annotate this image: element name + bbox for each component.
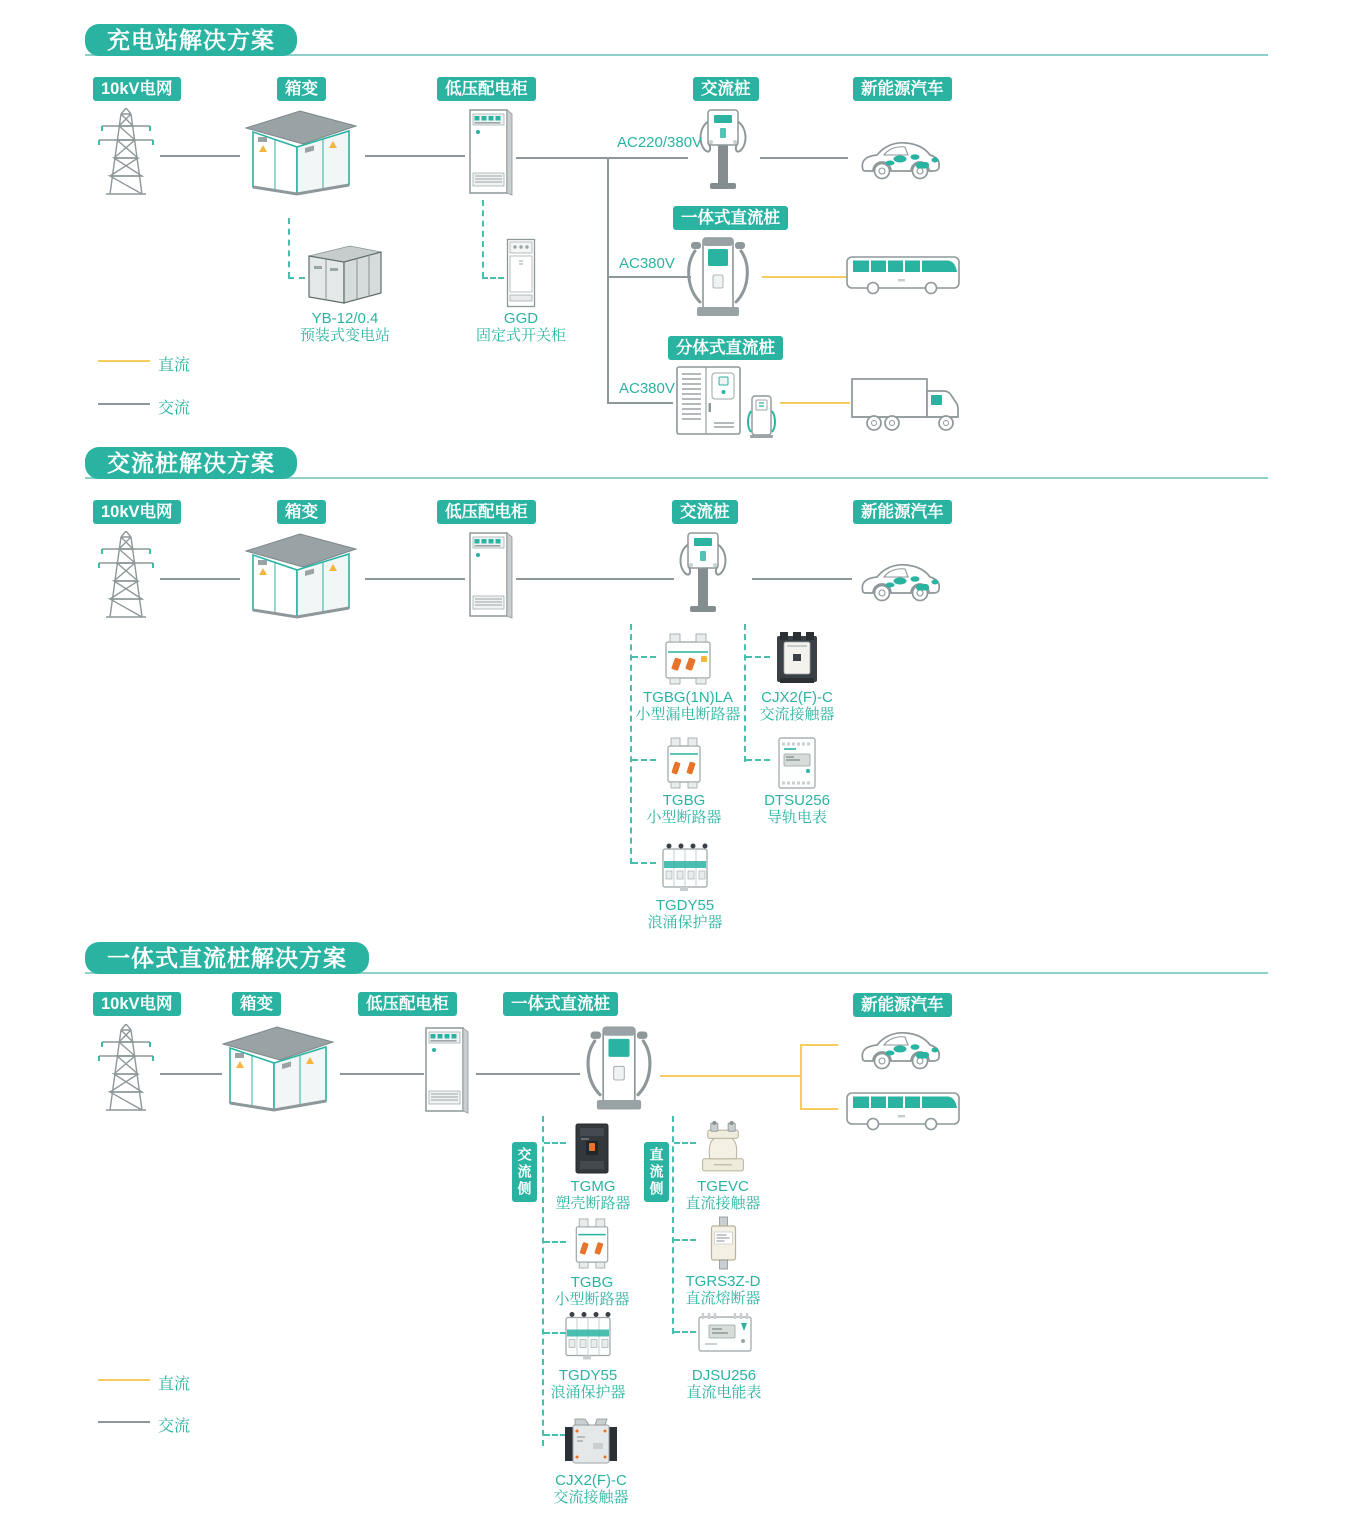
product-model: CJX2(F)-C xyxy=(555,1472,627,1489)
product-name: 固定式开关柜 xyxy=(475,327,567,344)
box-transformer-icon xyxy=(245,104,357,198)
product-label xyxy=(686,1367,761,1401)
s1-junction-vertical xyxy=(607,157,609,404)
s2-dash-rail-left xyxy=(630,624,632,864)
s2-ev-tag: 新能源汽车 xyxy=(853,500,952,524)
s3-dash-stub xyxy=(674,1331,696,1333)
product-name: 小型断路器 xyxy=(646,809,722,826)
product-label xyxy=(646,792,721,826)
s1-lv-cabinet-tag: 低压配电柜 xyxy=(437,77,536,101)
transmission-tower-icon xyxy=(98,531,154,619)
product-name: 交流接触器 xyxy=(759,706,835,723)
lv-cabinet-icon xyxy=(424,1025,470,1114)
section2-header: 交流桩解决方案 xyxy=(85,447,297,479)
s2-lv-cabinet-tag: 低压配电柜 xyxy=(437,500,536,524)
product-model: CJX2(F)-C xyxy=(761,689,833,706)
s1-ev-tag: 新能源汽车 xyxy=(853,77,952,101)
legend-dc-line-2 xyxy=(98,1379,150,1381)
legend-ac-line-1 xyxy=(98,403,150,405)
product-label xyxy=(550,1367,625,1401)
product-label xyxy=(764,792,830,826)
mini-breaker-photo xyxy=(664,736,704,790)
product-model: TGEVC xyxy=(697,1178,749,1195)
s2-dash-stub xyxy=(746,759,770,761)
s3-line-transformer-cabinet xyxy=(340,1073,424,1075)
mini-breaker-photo xyxy=(572,1217,612,1270)
product-name: 浪涌保护器 xyxy=(550,1384,626,1401)
ggd-product-label xyxy=(476,310,566,344)
lv-cabinet-icon xyxy=(468,530,514,619)
s1-voltage-ac220-380: AC220/380V xyxy=(617,134,703,151)
s3-dash-stub xyxy=(544,1142,566,1144)
s1-voltage-ac380-1: AC380V xyxy=(619,255,675,272)
box-transformer-icon xyxy=(245,527,357,621)
legend-ac-line-2 xyxy=(98,1421,150,1423)
ggd-switchgear-icon xyxy=(506,238,536,308)
dc-integrated-pile-icon xyxy=(681,237,755,320)
s1-ac-pile-tag: 交流桩 xyxy=(693,77,759,101)
product-name: 直流接触器 xyxy=(685,1195,761,1212)
ac-charging-pile-icon xyxy=(677,532,729,614)
product-model: GGD xyxy=(503,310,539,327)
mccb-breaker-photo xyxy=(572,1121,612,1176)
product-model: TGRS3Z-D xyxy=(685,1273,761,1290)
electric-bus-icon xyxy=(846,256,960,295)
split-dc-cabinet-icon xyxy=(676,366,741,437)
s3-dash-stub xyxy=(544,1241,566,1243)
s3-grid-tag: 10kV电网 xyxy=(93,992,181,1016)
product-name: 小型漏电断路器 xyxy=(635,706,741,723)
s1-line-acpile-car xyxy=(760,157,848,159)
transmission-tower-icon xyxy=(98,108,154,196)
s2-dash-stub xyxy=(632,862,656,864)
s2-dash-stub xyxy=(632,759,656,761)
s2-transformer-tag: 箱变 xyxy=(277,500,326,524)
box-transformer-icon xyxy=(222,1020,334,1114)
product-label xyxy=(553,1472,628,1506)
surge-protector-photo xyxy=(563,1309,613,1362)
surge-protector-photo xyxy=(660,841,710,893)
s2-dash-rail-right xyxy=(744,624,746,762)
s1-transformer-tag: 箱变 xyxy=(277,77,326,101)
s3-line-cabinet-pile xyxy=(476,1073,580,1075)
dc-integrated-pile-icon xyxy=(580,1026,658,1114)
s3-dash-rail-left xyxy=(542,1116,544,1446)
section3-header: 一体式直流桩解决方案 xyxy=(85,942,369,974)
s1-line-grid-transformer xyxy=(160,155,240,157)
s2-grid-tag: 10kV电网 xyxy=(93,500,181,524)
s2-line-grid-transformer xyxy=(160,578,240,580)
dc-energy-meter-photo xyxy=(697,1311,753,1355)
s3-dash-rail-right xyxy=(672,1116,674,1334)
product-model: YB-12/0.4 xyxy=(311,310,379,327)
s2-dash-stub xyxy=(632,656,656,658)
s1-dc-line-bus xyxy=(762,276,847,278)
product-label xyxy=(685,1273,760,1307)
split-dc-dispenser-icon xyxy=(747,394,776,439)
product-model: DJSU256 xyxy=(691,1367,757,1384)
s3-transformer-tag: 箱变 xyxy=(232,992,281,1016)
product-model: TGMG xyxy=(570,1178,616,1195)
electric-bus-icon xyxy=(846,1092,960,1131)
product-model: TGDY55 xyxy=(655,897,715,914)
legend-dc-label-1: 直流 xyxy=(158,357,191,374)
product-name: 直流熔断器 xyxy=(685,1290,761,1307)
ev-car-icon xyxy=(856,1022,942,1070)
s2-line-cabinet-acpile xyxy=(516,578,674,580)
s1-dash-cabinet-elbow xyxy=(482,277,504,279)
rail-meter-photo xyxy=(774,736,820,790)
s2-dash-stub xyxy=(746,656,770,658)
electric-truck-icon xyxy=(850,376,964,433)
s1-branch-dc-integrated xyxy=(607,276,691,278)
s3-dc-main-line xyxy=(660,1075,800,1077)
product-label xyxy=(635,689,740,723)
product-name: 小型断路器 xyxy=(554,1291,630,1308)
s1-voltage-ac380-2: AC380V xyxy=(619,380,675,397)
section1-header: 充电站解决方案 xyxy=(85,24,297,56)
lv-cabinet-icon xyxy=(468,107,514,196)
product-label xyxy=(555,1178,630,1212)
product-label xyxy=(554,1274,629,1308)
s3-dash-stub xyxy=(674,1142,696,1144)
s1-dash-transformer xyxy=(288,218,290,278)
product-name: 塑壳断路器 xyxy=(555,1195,631,1212)
s3-dc-branch-vertical xyxy=(800,1044,802,1110)
legend-ac-label-1: 交流 xyxy=(158,400,191,417)
s1-line-transformer-cabinet xyxy=(365,155,465,157)
product-name: 直流电能表 xyxy=(686,1384,762,1401)
s1-dc-line-truck xyxy=(780,402,850,404)
ev-car-icon xyxy=(856,132,942,180)
yb-substation-icon xyxy=(305,242,383,307)
dc-contactor-photo xyxy=(699,1120,747,1175)
s1-grid-tag: 10kV电网 xyxy=(93,77,181,101)
s3-ac-side-tag: 交流侧 xyxy=(512,1142,537,1202)
product-model: TGBG xyxy=(662,792,706,809)
legend-dc-line-1 xyxy=(98,360,150,362)
rcbo-breaker-photo xyxy=(661,632,715,686)
ac-contactor-photo xyxy=(774,630,820,686)
s3-ev-tag: 新能源汽车 xyxy=(853,993,952,1017)
yb-product-label xyxy=(300,310,390,344)
product-label xyxy=(685,1178,760,1212)
s2-line-transformer-cabinet xyxy=(365,578,465,580)
s1-line-cabinet-acpile xyxy=(516,157,688,159)
s3-line-grid-transformer xyxy=(160,1073,222,1075)
s3-dc-branch-bus xyxy=(800,1108,838,1110)
product-model: TGDY55 xyxy=(558,1367,618,1384)
dc-fuse-photo xyxy=(705,1216,742,1270)
product-name: 导轨电表 xyxy=(766,809,828,826)
s3-dc-side-tag: 直流侧 xyxy=(644,1142,669,1202)
s3-dc-branch-car xyxy=(800,1044,838,1046)
large-ac-contactor-photo xyxy=(563,1417,619,1467)
s1-dash-cabinet xyxy=(482,200,484,278)
s3-dash-stub xyxy=(674,1239,696,1241)
product-name: 浪涌保护器 xyxy=(647,914,723,931)
s3-lv-cabinet-tag: 低压配电柜 xyxy=(358,992,457,1016)
product-label xyxy=(759,689,834,723)
product-label xyxy=(647,897,722,931)
s1-branch-dc-split xyxy=(607,402,673,404)
product-name: 预装式变电站 xyxy=(299,327,391,344)
s2-ac-pile-tag: 交流桩 xyxy=(672,500,738,524)
s3-dc-pile-tag: 一体式直流桩 xyxy=(503,992,618,1016)
s1-dc-split-tag: 分体式直流桩 xyxy=(668,336,783,360)
s1-dc-integrated-tag: 一体式直流桩 xyxy=(673,206,788,230)
product-model: DTSU256 xyxy=(764,792,830,809)
ac-charging-pile-icon xyxy=(697,109,749,191)
s2-line-acpile-car xyxy=(752,578,852,580)
product-model: TGBG xyxy=(570,1274,614,1291)
transmission-tower-icon xyxy=(98,1024,154,1112)
s1-dash-transformer-elbow xyxy=(288,277,305,279)
ev-car-icon xyxy=(856,554,942,602)
product-name: 交流接触器 xyxy=(553,1489,629,1506)
product-model: TGBG(1N)LA xyxy=(642,689,734,706)
legend-ac-label-2: 交流 xyxy=(158,1418,191,1435)
legend-dc-label-2: 直流 xyxy=(158,1376,191,1393)
